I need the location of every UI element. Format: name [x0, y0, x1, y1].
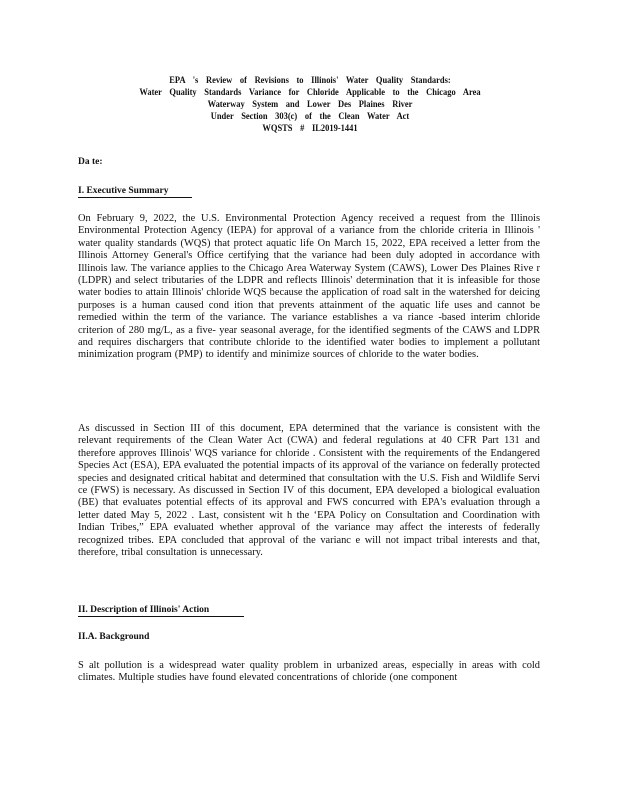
document-title [108, 74, 513, 134]
title-line-5: WQSTS # IL2019-1441 [262, 123, 358, 133]
date-label: Da te: [78, 157, 103, 167]
title-line-3: Waterway System and Lower Des Plaines River [207, 99, 413, 109]
heading-underline [78, 197, 192, 198]
title-line-4: Under Section 303(c) of the Clean Water Act [210, 111, 410, 121]
subsection-heading-background: II.A. Background [78, 632, 150, 642]
heading-underline [78, 616, 244, 617]
section-heading-executive-summary: I. Executive Summary [78, 186, 169, 196]
paragraph-executive-summary-2: As discussed in Section III of this document, EPA determined that the variance is consistent with the relevant requirements of the Clean Water Act (CWA) and federal regulations at 40 CFR Part 131 and therefore approves Illinois' WQS variance for chloride . Consistent with the requirements of the Endangered Species Act (ESA), EPA evaluated the potential impacts of its approval of the variance on federally protected species and designated critical habitat and determined that consultation with the U.S. Fish and Wildlife Servi ce (FWS) is necessary. As discussed in Section IV of this document, EPA developed a biological evaluation (BE) that evaluates potential effects of its approval and FWS concurred with EPA's evaluation through a letter dated May 5, 2022 . Last, consistent wit h the ‘EPA Policy on Consultation and Coordination with Indian Tribes,” EPA evaluated whether approval of the variance may affect the interests of federally recognized tribes. EPA concluded that approval of the varianc e will not impact tribal interests and that, therefore, tribal consultation is unnecessary. [78, 423, 540, 559]
paragraph-executive-summary-1: On February 9, 2022, the U.S. Environmental Protection Agency received a request from the Illinois Environmental Protection Agency (IEPA) for approval of a variance from the chloride criteria in Illinois ' water quality standards (WQS) that protect aquatic life On March 15, 2022, EPA received a letter from the Illinois Attorney General's Office certifying that the variance had been duly adopted in accordance with Illinois law. The variance applies to the Chicago Area Waterway System (CAWS), Lower Des Plaines Rive r (LDPR) and select tributaries of the LDPR and reflects Illinois' determination that it is infeasible for those water bodies to attain Illinois' chloride WQS because the application of road salt in the watershed for deicing purposes is a human caused cond ition that prevents attainment of the aquatic life uses and cannot be remedied within the term of the variance. The variance establishes a va riance -based interim chloride criterion of 280 mg/L, as a five- year seasonal average, for the identified segments of the CAWS and LDPR and requires dischargers that contribute chloride to the identified water bodies to implement a pollutant minimization program (PMP) to identify and minimize sources of chloride to the water bodies. [78, 213, 540, 361]
section-heading-description: II. Description of Illinois' Action [78, 605, 210, 615]
title-line-2: Water Quality Standards Variance for Chloride Applicable to the Chicago Area [139, 87, 481, 97]
title-line-1: EPA 's Review of Revisions to Illinois' Water Quality Standards: [169, 75, 451, 85]
paragraph-background-1: S alt pollution is a widespread water quality problem in urbanized areas, especially in areas with cold climates. Multiple studies have found elevated concentrations of chloride (one component [78, 660, 540, 684]
